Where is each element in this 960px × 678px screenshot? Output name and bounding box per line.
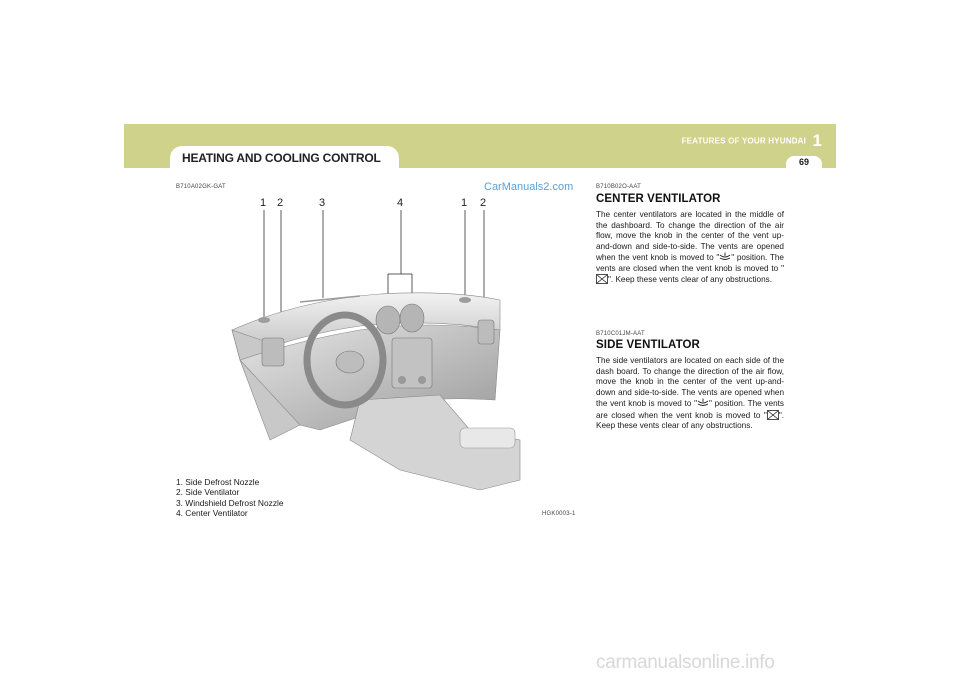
callout-1-left: 1 [260,197,267,209]
watermark-link[interactable]: CarManuals2.com [484,181,574,193]
side-ventilator-text [596,356,784,432]
callout-2-left: 2 [277,197,284,209]
paragraph-text: ". Keep these vents clear of any obstructions. [596,410,784,430]
center-ventilator-text [596,210,784,286]
vent-open-icon [719,252,731,262]
page-number: 69 [786,156,822,168]
figure-code: B710A02GK-GAT [176,184,226,190]
callout-1-right: 1 [461,197,468,209]
side-ventilator-heading: SIDE VENTILATOR [596,339,700,351]
chapter-name: FEATURES OF YOUR HYUNDAI [681,136,807,146]
section-code: B710B02O-AAT [596,184,641,190]
vent-closed-icon [767,410,779,420]
paragraph-text: The center ventilators are located in the middle of the dashboard. To change the direction of the air flow, move the knob in the center of the vent up-and-down and side-to-side. The vents are opened when the vent knob is moved to " [596,210,784,262]
paragraph-text: The side ventilators are located on each side of the dash board. To change the direction of the air flow, move the knob in the center of the vent up-and-down and side-to-side. The vents are opened when the vent knob is moved to " [596,356,784,408]
vent-closed-icon [596,274,608,284]
callout-3: 3 [319,197,326,209]
figure-legend [176,477,284,519]
paragraph-text: " position. The vents are closed when the vent knob is moved to " [596,253,784,273]
legend-item: 3. Windshield Defrost Nozzle [176,497,284,508]
legend-item: 4. Center Ventilator [176,508,248,519]
footer-watermark[interactable]: carmanualsonline.info [596,652,775,673]
legend-item: 2. Side Ventilator [176,487,240,498]
callout-2-right: 2 [480,197,487,209]
image-code: HGK0003-1 [542,511,576,517]
callout-4: 4 [397,197,404,209]
vent-open-icon [697,398,709,408]
paragraph-text: " position. The vents are closed when the vent knob is moved to " [596,399,784,420]
center-ventilator-heading: CENTER VENTILATOR [596,193,721,205]
section-title: HEATING AND COOLING CONTROL [170,146,399,168]
chapter-number: 1 [812,131,822,150]
paragraph-text: ". Keep these vents clear of any obstructions. [608,275,773,284]
legend-item: 1. Side Defrost Nozzle [176,477,260,487]
section-code: B710C01JM-AAT [596,331,645,337]
